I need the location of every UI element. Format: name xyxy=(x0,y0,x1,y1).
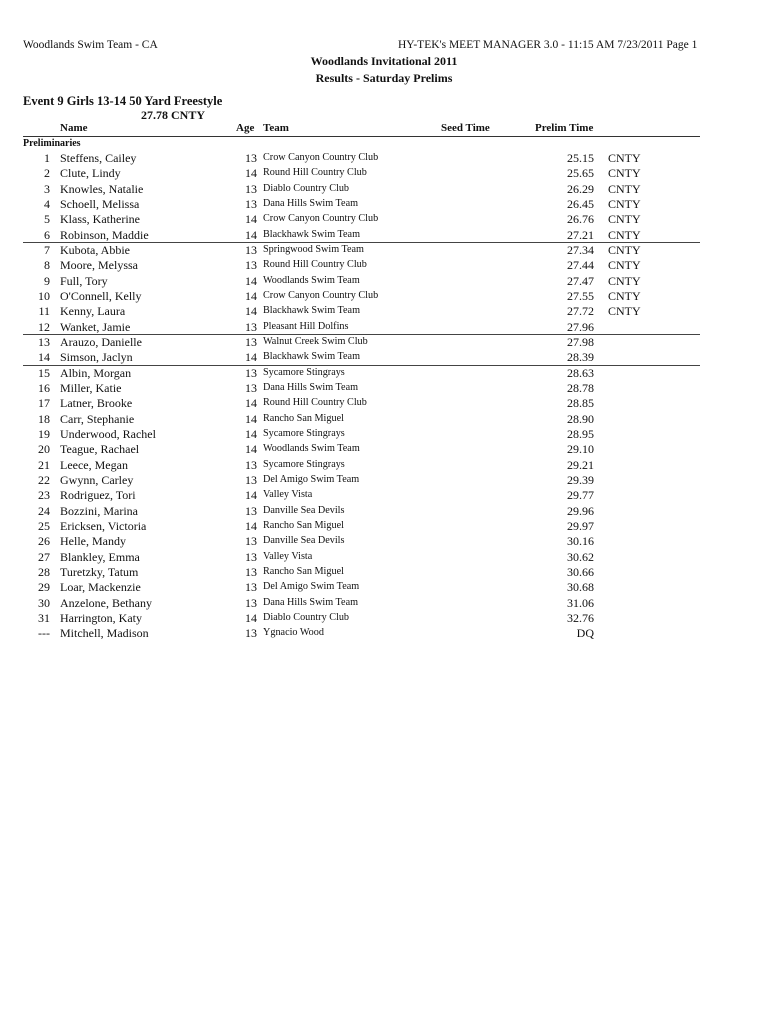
result-prelim-time: 28.95 xyxy=(567,426,594,441)
result-team: Round Hill Country Club xyxy=(263,167,367,179)
session-title: Results - Saturday Prelims xyxy=(315,71,453,85)
result-row xyxy=(0,243,768,258)
result-row xyxy=(0,320,768,335)
result-place: 7 xyxy=(44,242,50,257)
header-divider xyxy=(23,136,700,137)
result-team: Crow Canyon Country Club xyxy=(263,289,379,301)
result-team: Crow Canyon Country Club xyxy=(263,152,379,163)
software-info: HY-TEK's MEET MANAGER 3.0 - 11:15 AM 7/23/2011 Page 1 xyxy=(398,39,698,51)
result-name: Kubota, Abbie xyxy=(60,242,130,257)
result-row xyxy=(0,488,768,503)
result-team: Rancho San Miguel xyxy=(263,519,344,531)
result-team: Rancho San Miguel xyxy=(263,565,344,577)
result-age: 14 xyxy=(245,518,257,533)
result-name: O'Connell, Kelly xyxy=(60,288,142,303)
result-row xyxy=(0,258,768,273)
result-row xyxy=(0,274,768,289)
result-team: Springwood Swim Team xyxy=(263,243,364,255)
result-qualifier: CNTY xyxy=(608,304,641,319)
result-name: Simson, Jaclyn xyxy=(60,350,133,365)
result-place: 28 xyxy=(38,564,50,579)
result-place: 21 xyxy=(38,457,50,472)
result-row xyxy=(0,151,768,166)
result-name: Mitchell, Madison xyxy=(60,626,149,641)
result-place: 2 xyxy=(44,166,50,181)
result-team: Round Hill Country Club xyxy=(263,259,367,271)
result-prelim-time: 29.97 xyxy=(567,518,594,533)
result-team: Sycamore Stingrays xyxy=(263,427,345,439)
result-prelim-time: 28.78 xyxy=(567,380,594,395)
result-prelim-time: 27.21 xyxy=(567,227,594,242)
result-place: --- xyxy=(38,626,50,641)
result-name: Wanket, Jamie xyxy=(60,319,131,334)
result-team: Diablo Country Club xyxy=(263,182,350,194)
result-prelim-time: 29.21 xyxy=(567,457,594,472)
result-team: Valley Vista xyxy=(263,489,313,501)
result-row xyxy=(0,550,768,565)
result-name: Helle, Mandy xyxy=(60,534,126,549)
result-prelim-time: 28.85 xyxy=(567,396,594,411)
result-qualifier: CNTY xyxy=(608,273,641,288)
result-age: 14 xyxy=(245,442,257,457)
result-name: Underwood, Rachel xyxy=(60,426,156,441)
result-age: 13 xyxy=(245,334,257,349)
result-name: Blankley, Emma xyxy=(60,549,140,564)
result-age: 13 xyxy=(245,549,257,564)
result-row xyxy=(0,228,768,243)
result-age: 13 xyxy=(245,503,257,518)
result-age: 14 xyxy=(245,273,257,288)
result-place: 30 xyxy=(38,595,50,610)
result-age: 13 xyxy=(245,196,257,211)
result-row xyxy=(0,596,768,611)
result-place: 12 xyxy=(38,319,50,334)
result-age: 13 xyxy=(245,564,257,579)
result-prelim-time: 31.06 xyxy=(567,595,594,610)
result-name: Loar, Mackenzie xyxy=(60,580,141,595)
result-name: Harrington, Katy xyxy=(60,610,142,625)
result-place: 17 xyxy=(38,396,50,411)
result-team: Rancho San Miguel xyxy=(263,412,344,424)
result-age: 13 xyxy=(245,181,257,196)
result-place: 9 xyxy=(44,273,50,288)
result-place: 3 xyxy=(44,181,50,196)
result-name: Schoell, Melissa xyxy=(60,196,140,211)
result-team: Danville Sea Devils xyxy=(263,504,345,516)
result-row xyxy=(0,412,768,427)
result-place: 19 xyxy=(38,426,50,441)
result-name: Carr, Stephanie xyxy=(60,411,135,426)
result-team: Woodlands Swim Team xyxy=(263,443,360,455)
result-row xyxy=(0,427,768,442)
result-prelim-time: 27.96 xyxy=(567,319,594,334)
result-row xyxy=(0,197,768,212)
result-name: Ericksen, Victoria xyxy=(60,518,147,533)
result-name: Kenny, Laura xyxy=(60,304,126,319)
result-qualifier: CNTY xyxy=(608,227,641,242)
column-header-age: Age xyxy=(236,122,255,134)
result-team: Dana Hills Swim Team xyxy=(263,197,359,209)
result-prelim-time: 27.34 xyxy=(567,242,594,257)
result-team: Walnut Creek Swim Club xyxy=(263,335,368,347)
result-name: Robinson, Maddie xyxy=(60,227,149,242)
result-row xyxy=(0,182,768,197)
result-age: 13 xyxy=(245,380,257,395)
result-prelim-time: DQ xyxy=(576,626,594,641)
result-row xyxy=(0,304,768,319)
result-name: Moore, Melyssa xyxy=(60,258,138,273)
column-header-seed-time: Seed Time xyxy=(441,122,490,134)
result-prelim-time: 29.39 xyxy=(567,472,594,487)
result-name: Steffens, Cailey xyxy=(60,151,137,165)
result-name: Clute, Lindy xyxy=(60,166,121,181)
result-prelim-time: 28.90 xyxy=(567,411,594,426)
result-row xyxy=(0,611,768,626)
result-qualifier: CNTY xyxy=(608,196,641,211)
result-row xyxy=(0,289,768,304)
result-row xyxy=(0,458,768,473)
section-label: Preliminaries xyxy=(23,138,81,149)
result-age: 13 xyxy=(245,365,257,380)
result-place: 20 xyxy=(38,442,50,457)
result-place: 4 xyxy=(44,196,50,211)
result-place: 22 xyxy=(38,472,50,487)
result-age: 14 xyxy=(245,610,257,625)
result-place: 8 xyxy=(44,258,50,273)
result-team: Pleasant Hill Dolfins xyxy=(263,320,349,332)
result-team: Sycamore Stingrays xyxy=(263,458,345,470)
result-place: 27 xyxy=(38,549,50,564)
result-place: 14 xyxy=(38,350,50,365)
result-place: 11 xyxy=(38,304,50,319)
result-name: Full, Tory xyxy=(60,273,108,288)
column-header-prelim-time: Prelim Time xyxy=(535,122,594,134)
result-name: Latner, Brooke xyxy=(60,396,133,411)
result-team: Danville Sea Devils xyxy=(263,535,345,547)
result-row xyxy=(0,580,768,595)
meet-title: Woodlands Invitational 2011 xyxy=(310,54,458,68)
result-qualifier: CNTY xyxy=(608,212,641,227)
result-age: 13 xyxy=(245,472,257,487)
result-name: Bozzini, Marina xyxy=(60,503,138,518)
result-age: 14 xyxy=(245,350,257,365)
result-place: 23 xyxy=(38,488,50,503)
result-team: Del Amigo Swim Team xyxy=(263,473,360,485)
result-age: 14 xyxy=(245,411,257,426)
result-team: Valley Vista xyxy=(263,550,313,562)
result-team: Crow Canyon Country Club xyxy=(263,213,379,225)
result-prelim-time: 27.98 xyxy=(567,334,594,349)
result-age: 13 xyxy=(245,595,257,610)
result-prelim-time: 30.68 xyxy=(567,580,594,595)
result-prelim-time: 25.65 xyxy=(567,166,594,181)
result-name: Gwynn, Carley xyxy=(60,472,134,487)
result-prelim-time: 29.96 xyxy=(567,503,594,518)
result-row xyxy=(0,534,768,549)
result-qualifier: CNTY xyxy=(608,181,641,196)
result-prelim-time: 26.45 xyxy=(567,196,594,211)
result-prelim-time: 29.77 xyxy=(567,488,594,503)
result-row xyxy=(0,504,768,519)
result-place: 10 xyxy=(38,288,50,303)
result-prelim-time: 29.10 xyxy=(567,442,594,457)
result-prelim-time: 30.62 xyxy=(567,549,594,564)
result-prelim-time: 32.76 xyxy=(567,610,594,625)
result-prelim-time: 30.16 xyxy=(567,534,594,549)
result-age: 13 xyxy=(245,151,257,165)
result-prelim-time: 30.66 xyxy=(567,564,594,579)
result-name: Leece, Megan xyxy=(60,457,128,472)
result-prelim-time: 27.44 xyxy=(567,258,594,273)
result-prelim-time: 27.47 xyxy=(567,273,594,288)
result-age: 14 xyxy=(245,426,257,441)
result-row xyxy=(0,212,768,227)
result-qualifier: CNTY xyxy=(608,258,641,273)
result-row xyxy=(0,166,768,181)
result-row xyxy=(0,335,768,350)
result-age: 14 xyxy=(245,396,257,411)
result-name: Klass, Katherine xyxy=(60,212,140,227)
result-name: Knowles, Natalie xyxy=(60,181,144,196)
result-row xyxy=(0,350,768,365)
result-age: 14 xyxy=(245,227,257,242)
result-age: 14 xyxy=(245,166,257,181)
result-place: 1 xyxy=(44,151,50,165)
column-header-name: Name xyxy=(60,122,88,134)
result-place: 15 xyxy=(38,365,50,380)
result-team: Sycamore Stingrays xyxy=(263,366,345,378)
result-team: Round Hill Country Club xyxy=(263,397,367,409)
result-qualifier: CNTY xyxy=(608,288,641,303)
result-row xyxy=(0,519,768,534)
result-row xyxy=(0,366,768,381)
result-place: 24 xyxy=(38,503,50,518)
result-team: Dana Hills Swim Team xyxy=(263,381,359,393)
result-row xyxy=(0,381,768,396)
result-prelim-time: 26.76 xyxy=(567,212,594,227)
result-prelim-time: 26.29 xyxy=(567,181,594,196)
result-name: Albin, Morgan xyxy=(60,365,132,380)
result-place: 26 xyxy=(38,534,50,549)
result-prelim-time: 27.72 xyxy=(567,304,594,319)
result-row xyxy=(0,626,768,641)
result-team: Blackhawk Swim Team xyxy=(263,351,360,363)
result-age: 13 xyxy=(245,457,257,472)
result-age: 13 xyxy=(245,580,257,595)
result-age: 13 xyxy=(245,534,257,549)
result-place: 16 xyxy=(38,380,50,395)
result-age: 13 xyxy=(245,242,257,257)
result-age: 14 xyxy=(245,304,257,319)
result-name: Turetzky, Tatum xyxy=(60,564,139,579)
result-place: 5 xyxy=(44,212,50,227)
result-team: Diablo Country Club xyxy=(263,611,350,623)
result-place: 6 xyxy=(44,227,50,242)
result-team: Woodlands Swim Team xyxy=(263,274,360,286)
result-age: 14 xyxy=(245,288,257,303)
result-age: 13 xyxy=(245,319,257,334)
column-header-team: Team xyxy=(263,122,289,134)
result-age: 13 xyxy=(245,258,257,273)
result-team: Del Amigo Swim Team xyxy=(263,581,360,593)
result-prelim-time: 27.55 xyxy=(567,288,594,303)
result-name: Rodriguez, Tori xyxy=(60,488,136,503)
result-prelim-time: 25.15 xyxy=(567,151,594,165)
result-name: Anzelone, Bethany xyxy=(60,595,152,610)
result-team: Blackhawk Swim Team xyxy=(263,305,360,317)
result-prelim-time: 28.39 xyxy=(567,350,594,365)
result-row xyxy=(0,396,768,411)
result-age: 14 xyxy=(245,212,257,227)
result-place: 13 xyxy=(38,334,50,349)
result-row xyxy=(0,442,768,457)
team-site-label: Woodlands Swim Team - CA xyxy=(23,39,158,51)
result-team: Blackhawk Swim Team xyxy=(263,228,360,240)
result-name: Teague, Rachael xyxy=(60,442,140,457)
result-age: 13 xyxy=(245,626,257,641)
result-prelim-time: 28.63 xyxy=(567,365,594,380)
result-qualifier: CNTY xyxy=(608,242,641,257)
result-name: Arauzo, Danielle xyxy=(60,334,142,349)
result-place: 29 xyxy=(38,580,50,595)
result-row xyxy=(0,565,768,580)
result-name: Miller, Katie xyxy=(60,380,122,395)
result-row xyxy=(0,473,768,488)
event-title: Event 9 Girls 13-14 50 Yard Freestyle xyxy=(23,94,223,108)
result-team: Dana Hills Swim Team xyxy=(263,596,359,608)
event-record: 27.78 CNTY xyxy=(141,108,206,122)
result-team: Ygnacio Wood xyxy=(263,627,324,639)
result-place: 31 xyxy=(38,610,50,625)
result-qualifier: CNTY xyxy=(608,151,641,165)
result-age: 14 xyxy=(245,488,257,503)
result-place: 25 xyxy=(38,518,50,533)
result-place: 18 xyxy=(38,411,50,426)
result-qualifier: CNTY xyxy=(608,166,641,181)
